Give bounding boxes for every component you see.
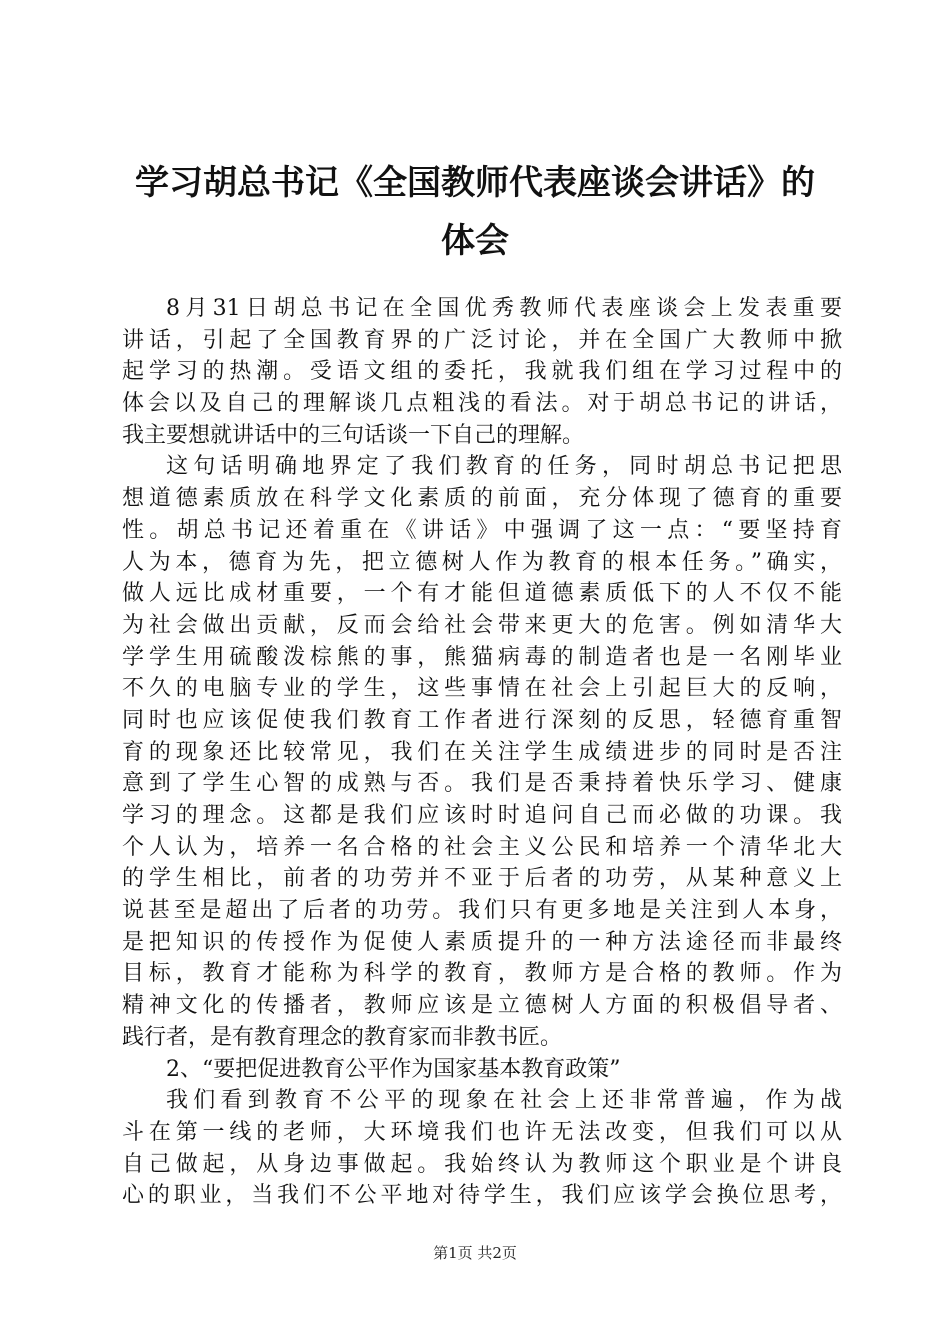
- text-line: 我们看到教育不公平的现象在社会上还非常普遍，作为战: [166, 1088, 842, 1114]
- text-line: 斗在第一线的老师，大环境我们也许无法改变，但我们可以从: [122, 1119, 842, 1145]
- text-line: 同时也应该促使我们教育工作者进行深刻的反思，轻德育重智: [122, 707, 842, 733]
- text-line: 人为本，德育为先，把立德树人作为教育的根本任务。”确实，: [122, 549, 842, 575]
- text-line: 性。胡总书记还着重在《讲话》中强调了这一点：“要坚持育: [122, 517, 842, 543]
- document-title-line-1: 学习胡总书记《全国教师代表座谈会讲话》的: [135, 163, 815, 203]
- text-line: 想道德素质放在科学文化素质的前面，充分体现了德育的重要: [122, 486, 842, 512]
- text-line: 说甚至是超出了后者的功劳。我们只有更多地是关注到人本身，: [122, 898, 842, 924]
- text-line: 心的职业，当我们不公平地对待学生，我们应该学会换位思考，: [122, 1183, 842, 1209]
- text-line: 8月31日胡总书记在全国优秀教师代表座谈会上发表重要: [166, 296, 842, 321]
- text-line: 的学生相比，前者的功劳并不亚于后者的功劳，从某种意义上: [122, 866, 842, 892]
- text-line: 学习的理念。这都是我们应该时时追问自己而必做的功课。我: [122, 803, 842, 828]
- text-line: 精神文化的传播者，教师应该是立德树人方面的积极倡导者、: [122, 993, 842, 1019]
- text-line: 为社会做出贡献，反而会给社会带来更大的危害。例如清华大: [122, 612, 842, 638]
- text-line: 体会以及自己的理解谈几点粗浅的看法。对于胡总书记的讲话，: [122, 391, 842, 417]
- text-line: 践行者，是有教育理念的教育家而非教书匠。: [122, 1024, 563, 1050]
- text-line: 目标，教育才能称为科学的教育，教师方是合格的教师。作为: [122, 961, 842, 987]
- text-line: 是把知识的传授作为促使人素质提升的一种方法途径而非最终: [122, 929, 842, 955]
- text-line: 2、“要把促进教育公平作为国家基本教育政策”: [166, 1056, 621, 1082]
- text-line: 学学生用硫酸泼棕熊的事，熊猫病毒的制造者也是一名刚毕业: [122, 644, 842, 670]
- text-line: 我主要想就讲话中的三句话谈一下自己的理解。: [122, 422, 585, 448]
- text-line: 个人认为，培养一名合格的社会主义公民和培养一个清华北大: [122, 834, 842, 860]
- text-line: 不久的电脑专业的学生，这些事情在社会上引起巨大的反响，: [122, 676, 842, 702]
- document-title-line-2: 体会: [441, 221, 509, 261]
- text-line: 讲话，引起了全国教育界的广泛讨论，并在全国广大教师中掀: [122, 327, 842, 353]
- document-body: [122, 293, 842, 1212]
- text-line: 这句话明确地界定了我们教育的任务，同时胡总书记把思: [166, 454, 842, 480]
- text-line: 自己做起，从身边事做起。我始终认为教师这个职业是个讲良: [122, 1151, 842, 1177]
- text-line: 起学习的热潮。受语文组的委托，我就我们组在学习过程中的: [122, 359, 842, 385]
- text-line: 做人远比成材重要，一个有才能但道德素质低下的人不仅不能: [122, 581, 842, 607]
- text-line: 育的现象还比较常见，我们在关注学生成绩进步的同时是否注: [122, 739, 842, 765]
- text-line: 意到了学生心智的成熟与否。我们是否秉持着快乐学习、健康: [122, 771, 842, 797]
- page-number: 第1页 共2页: [433, 1244, 517, 1262]
